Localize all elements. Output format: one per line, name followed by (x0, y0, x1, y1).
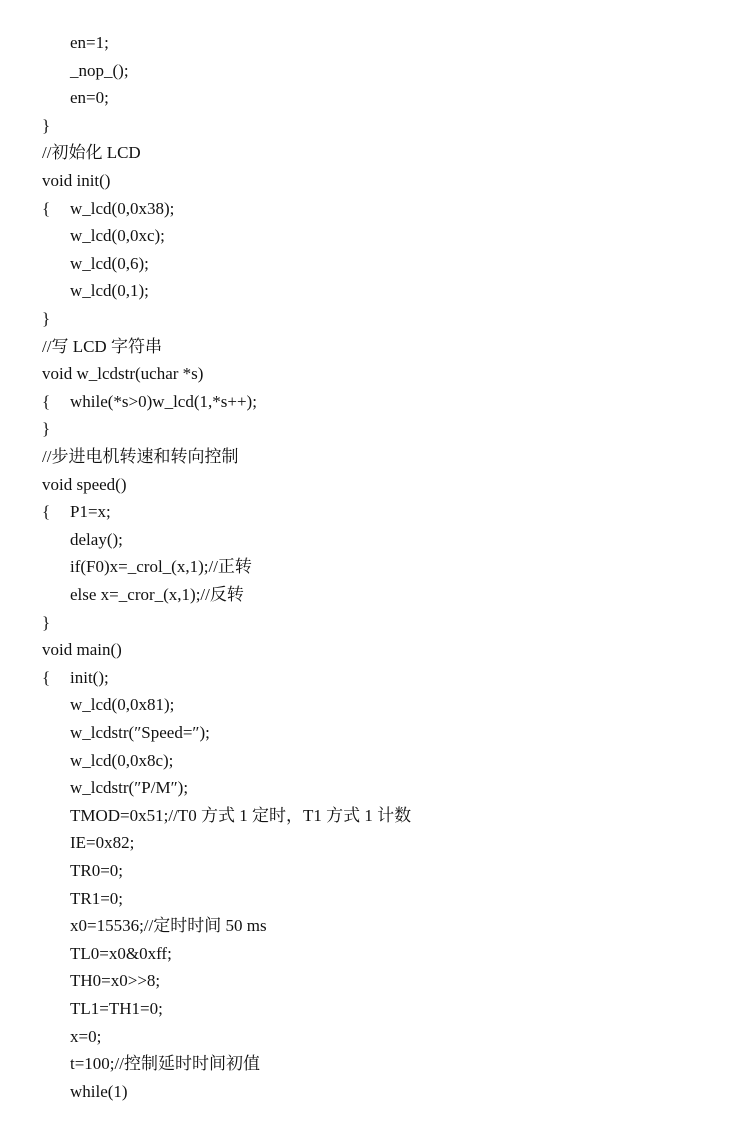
code-text: w_lcd(0,0x81); (70, 695, 175, 715)
code-text: //写 LCD 字符串 (42, 336, 162, 356)
code-text: } (42, 309, 51, 328)
code-line (42, 143, 141, 163)
code-line (70, 61, 129, 81)
code-line (42, 668, 109, 688)
code-text: TL1=TH1=0; (70, 999, 163, 1018)
code-line (70, 254, 149, 274)
code-text: w_lcd(0,0x8c); (70, 750, 174, 770)
open-brace: { (42, 198, 51, 218)
code-line (70, 530, 123, 550)
code-text: TR1=0; (70, 888, 124, 908)
code-line (70, 971, 160, 991)
code-line (70, 88, 109, 108)
open-brace: { (42, 502, 51, 522)
code-line (42, 309, 50, 329)
open-brace: { (42, 667, 51, 687)
code-text: } (42, 419, 51, 439)
code-text: P1=x; (70, 502, 111, 522)
code-line (70, 944, 172, 964)
code-line (70, 557, 252, 577)
code-text: w_lcd(0,6); (70, 253, 149, 273)
code-line (70, 999, 163, 1019)
code-line (70, 226, 165, 246)
code-line (42, 337, 162, 357)
code-line (70, 281, 149, 301)
code-line (70, 861, 123, 881)
code-text: TR0=0; (70, 861, 124, 880)
code-line (70, 585, 244, 605)
code-line (70, 723, 210, 743)
code-text: void init() (42, 171, 111, 190)
code-text: en=0; (70, 88, 109, 108)
code-line (70, 1054, 260, 1074)
code-text: en=1; (70, 33, 109, 52)
code-line (42, 613, 50, 633)
code-line (70, 695, 174, 715)
code-line (70, 33, 109, 53)
code-text: while(*s>0)w_lcd(1,*s++); (70, 391, 257, 411)
code-line (70, 778, 188, 798)
code-line (70, 833, 134, 853)
code-text: TMOD=0x51;//T0 方式 1 定时，T1 方式 1 计数 (70, 805, 412, 825)
code-text: TL0=x0&0xff; (70, 943, 172, 963)
code-text: void main() (42, 640, 122, 660)
code-line (70, 889, 123, 909)
code-text: delay(); (70, 529, 123, 549)
code-text: x=0; (70, 1026, 102, 1046)
code-text: IE=0x82; (70, 833, 135, 853)
code-line (42, 199, 174, 219)
code-text: t=100;//控制延时时间初值 (70, 1054, 260, 1074)
code-text: else x=_cror_(x,1);//反转 (70, 585, 244, 604)
code-line (42, 502, 111, 522)
code-text: w_lcdstr(″Speed=″); (70, 723, 210, 742)
code-text: w_lcd(0,1); (70, 281, 149, 301)
code-text: w_lcd(0,0xc); (70, 226, 165, 246)
code-text: void speed() (42, 474, 127, 494)
code-line (70, 1082, 128, 1102)
code-text: TH0=x0>>8; (70, 971, 161, 991)
code-text: while(1) (70, 1081, 128, 1101)
code-text: } (42, 115, 51, 135)
code-text: x0=15536;//定时时间 50 ms (70, 916, 267, 936)
code-text: void w_lcdstr(uchar *s) (42, 364, 204, 384)
code-line (70, 806, 411, 826)
code-line (42, 640, 122, 660)
code-line (42, 447, 238, 467)
code-text: _nop_(); (70, 60, 129, 80)
code-text: w_lcdstr(″P/M″); (70, 778, 189, 798)
code-line (70, 1027, 101, 1047)
code-text: init(); (70, 667, 109, 687)
code-line (70, 751, 173, 771)
code-line (42, 116, 50, 136)
code-text: //步进电机转速和转向控制 (42, 447, 239, 466)
code-line (70, 916, 267, 936)
code-line (42, 364, 203, 384)
code-text: if(F0)x=_crol_(x,1);//正转 (70, 557, 252, 577)
code-text: w_lcd(0,0x38); (70, 198, 175, 218)
code-line (42, 392, 257, 412)
code-text: //初始化 LCD (42, 143, 141, 163)
code-text: } (42, 612, 51, 632)
code-line (42, 475, 127, 495)
code-line (42, 171, 110, 191)
code-line (42, 419, 50, 439)
open-brace: { (42, 391, 51, 411)
